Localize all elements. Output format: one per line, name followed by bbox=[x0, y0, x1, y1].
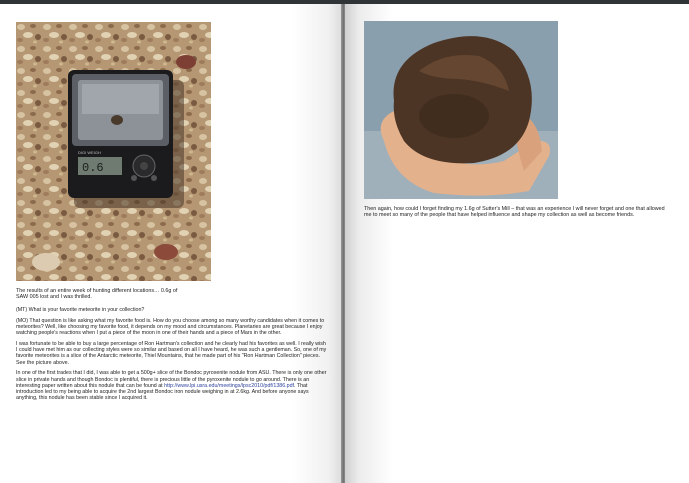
answer-paragraph-2: I was fortunate to be able to buy a large percentage of Ron Hartman's collection and he clearly had his favorites as well. I really wish I could have met him as our collecting styles were so similar and based on all I have heard, he was such a gentleman. So, one of my favorite meteorites is a slice of the Antarctic meteorite, Thiel Mountains, that he made part of his "Ron Hartman Collection" pieces. See the picture above. bbox=[16, 341, 327, 366]
answer-paragraph-3 bbox=[16, 370, 328, 401]
scale-photo-caption bbox=[16, 288, 211, 301]
article-body bbox=[16, 307, 328, 406]
paragraph-3-tail: . That introduction led to my being able to acquire the 2nd largest Bondoc iron nodule weighing in at 2.6kg. And before anyone says anything, this nodule has been stable since I acquired it. bbox=[16, 382, 309, 402]
right-page bbox=[345, 4, 689, 483]
hand-holding-meteorite-icon bbox=[364, 21, 558, 199]
meteorite-photo-caption: Then again, how could I forget finding my 1.6g of Sutter's Mill – that was an experience I will never forget and one that allowed me to meet so many of the people that have helped influence and shape my collection as well as become friends. bbox=[364, 206, 665, 219]
answer-paragraph-1: (MO) That question is like asking what my favorite food is. How do you choose among so many worthy candidates when it comes to meteorites? Well, like choosing my favorite food, it depends on my mood and circumstances. Planetaries are great because I enjoy watching people's reactions when I put a piece of the moon in one of their hands and a piece of Mars in the other. bbox=[16, 317, 325, 337]
caption-line-2: SAW 005 lost and I was thrilled. bbox=[16, 294, 92, 301]
paragraph-3-text: In one of the first trades that I did, I was able to get a 500g+ slice of the Bondoc pyroxenite nodule from ASU. There is only one other slice in private hands and though Bondoc is plentiful, there is precious little of the pyroxenite nodule to go around. There is an interesting paper written about this nodule that can be found at bbox=[16, 370, 327, 389]
scale-brand: DIGI WEIGH bbox=[78, 150, 101, 155]
scale-photo bbox=[16, 22, 211, 281]
pdf-link[interactable]: http://www.lpi.usra.edu/meetings/lpsc2010/pdf/1386.pdf bbox=[164, 382, 294, 389]
left-page bbox=[0, 4, 342, 483]
interview-question: (MT) What is your favorite meteorite in your collection? bbox=[16, 307, 145, 313]
scale-with-meteorite-icon bbox=[16, 22, 211, 281]
meteorite-hand-photo bbox=[364, 21, 558, 199]
scale-display-value: 0.6 bbox=[82, 161, 104, 175]
caption-line-1: The results of an entire week of hunting different locations… 0.6g of bbox=[16, 288, 178, 294]
